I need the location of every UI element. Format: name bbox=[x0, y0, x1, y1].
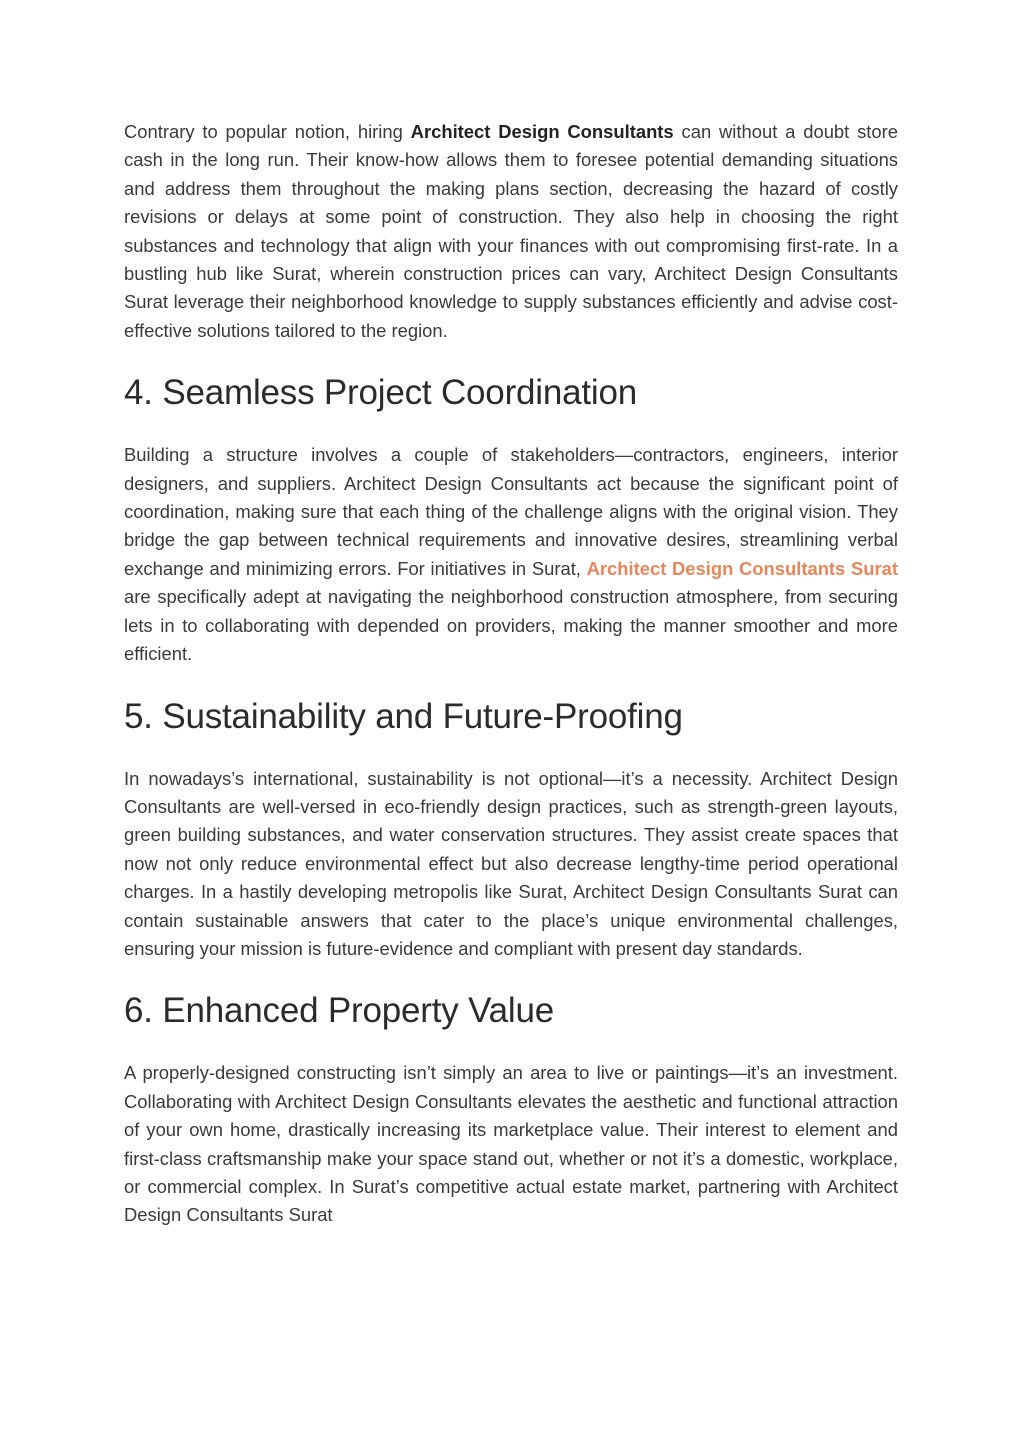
section-heading-sustainability: 5. Sustainability and Future-Proofing bbox=[124, 696, 683, 736]
section-heading-property-value: 6. Enhanced Property Value bbox=[124, 991, 554, 1031]
cost-savings-paragraph bbox=[124, 118, 898, 345]
project-coordination-paragraph bbox=[124, 441, 898, 668]
sustainability-paragraph: In nowadays’s international, sustainability is not optional—it’s a necessity. Architect Design Consultants are well-versed in eco-friendly design practices, such as strength-green layouts, green building substances, and water conservation structures. They assist create spaces that now not only reduce environmental effect but also decrease lengthy-time period operational charges. In a hastily developing metropolis like Surat, Architect Design Consultants Surat can contain sustainable answers that cater to the place’s unique environmental challenges, ensuring your mission is future-evidence and compliant with present day standards. bbox=[124, 767, 898, 959]
property-value-paragraph: A properly-designed constructing isn’t simply an area to live or paintings—it’s an investment. Collaborating with Architect Design Consultants elevates the aesthetic and functional attraction of your own home, drastically increasing its marketplace value. Their interest to element and first-class craftsmanship make your space stand out, whether or not it’s a domestic, workplace, or commercial complex. In Surat’s competitive actual estate market, partnering with Architect Design Consultants Surat bbox=[124, 1062, 898, 1226]
paragraph-text: are specifically adept at navigating the neighborhood construction atmosphere, from securing lets in to collaborating with depended on providers, making the manner smoother and more efficient. bbox=[124, 586, 898, 665]
document-page bbox=[124, 118, 898, 1230]
bold-term: Architect Design Consultants bbox=[410, 121, 674, 142]
section-heading-project-coordination: 4. Seamless Project Coordination bbox=[124, 373, 638, 413]
paragraph-text: Building a structure involves a couple of stakeholders—contractors, engineers, interior designers, and suppliers. Architect Design Consultants act because the significant point of coordination, making sure that each thing of the challenge aligns with the original vision. They bridge the gap between technical requirements and innovative desires, streamlining verbal exchange and minimizing errors. For initiatives in Surat, bbox=[124, 444, 898, 579]
paragraph-text: can without a doubt store cash in the long run. Their know-how allows them to foresee potential demanding situations and address them throughout the making plans section, decreasing the hazard of costly revisions or delays at some point of construction. They also help in choosing the right substances and technology that align with your finances with out compromising first-rate. In a bustling hub like Surat, wherein construction prices can vary, Architect Design Consultants Surat leverage their neighborhood knowledge to supply substances efficiently and advise cost-effective solutions tailored to the region. bbox=[124, 121, 898, 341]
paragraph-text: Contrary to popular notion, hiring bbox=[124, 121, 411, 142]
architect-consultants-surat-link[interactable]: Architect Design Consultants Surat bbox=[586, 557, 898, 579]
